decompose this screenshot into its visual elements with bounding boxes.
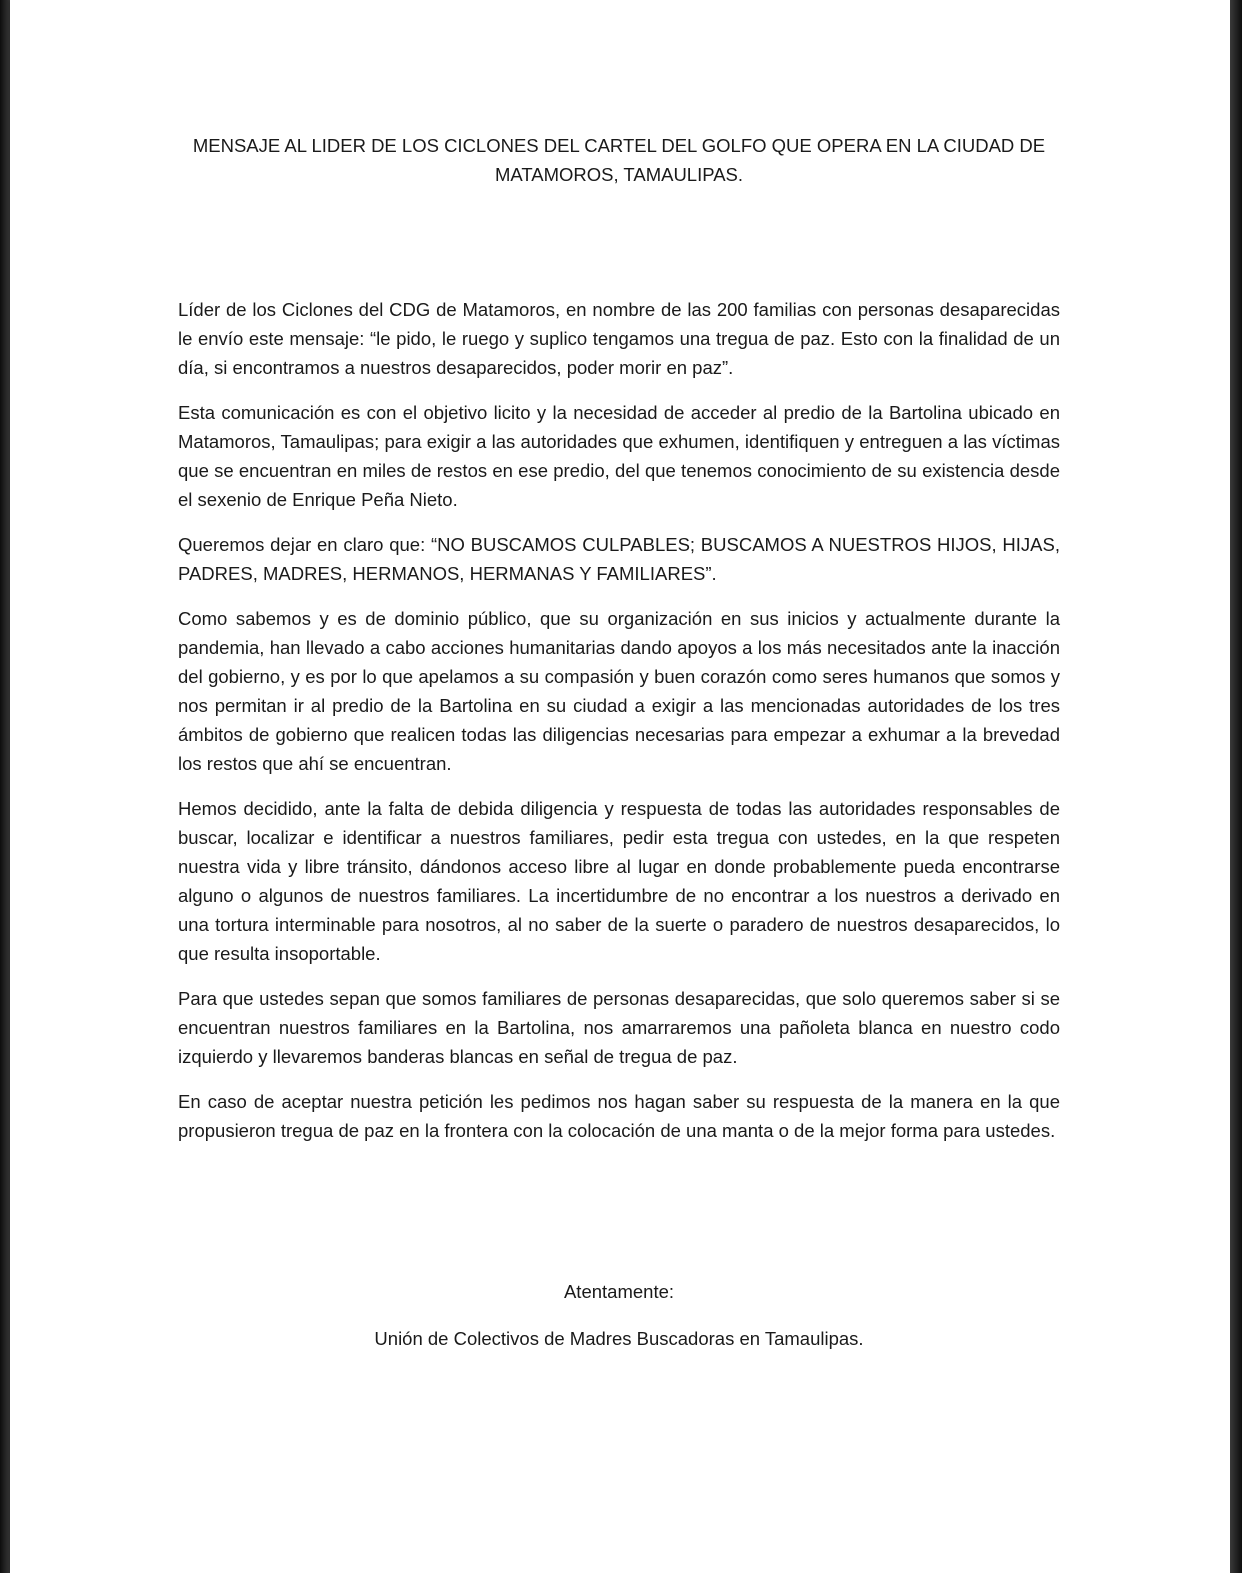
paragraph-3: Queremos dejar en claro que: “NO BUSCAMOS CULPABLES; BUSCAMOS A NUESTROS HIJOS, HIJAS, PADRES, MADRES, HERMANOS, HERMANAS Y FAMILIARES”. (178, 534, 1060, 584)
paragraph-2: Esta comunicación es con el objetivo licito y la necesidad de acceder al predio de la Bartolina ubicado en Matamoros, Tamaulipas; para exigir a las autoridades que exhumen, identifiquen y entreguen a las víctimas que se encuentran en miles de restos en ese predio, del que tenemos conocimiento de su existencia desde el sexenio de Enrique Peña Nieto. (178, 402, 1060, 510)
paragraph-5: Hemos decidido, ante la falta de debida diligencia y respuesta de todas las autoridades responsables de buscar, localizar e identificar a nuestros familiares, pedir esta tregua con ustedes, en la que respeten nuestra vida y libre tránsito, dándonos acceso libre al lugar en donde probablemente pueda encontrarse alguno o algunos de nuestros familiares. La incertidumbre de no encontrar a los nuestros a derivado en una tortura interminable para nosotros, al no saber de la suerte o paradero de nuestros desaparecidos, lo que resulta insoportable. (178, 798, 1060, 964)
document-body (178, 295, 1060, 1161)
closing-salutation: Atentamente: (563, 1281, 675, 1302)
paragraph-7: En caso de aceptar nuestra petición les pedimos nos hagan saber su respuesta de la manera en la que propusieron tregua de paz en la frontera con la colocación de una manta o de la mejor forma para ustedes. (178, 1091, 1060, 1141)
document-title (148, 131, 1090, 189)
document-page (10, 0, 1230, 1573)
scan-edge-left (0, 0, 10, 1573)
paragraph-6: Para que ustedes sepan que somos familiares de personas desaparecidas, que solo queremos saber si se encuentran nuestros familiares en la Bartolina, nos amarraremos una pañoleta blanca en nuestro codo izquierdo y llevaremos banderas blancas en señal de tregua de paz. (178, 988, 1060, 1067)
paragraph-1: Líder de los Ciclones del CDG de Matamoros, en nombre de las 200 familias con personas desaparecidas le envío este mensaje: “le pido, le ruego y suplico tengamos una tregua de paz. Esto con la finalidad de un día, si encontramos a nuestros desaparecidos, poder morir en paz”. (178, 299, 1060, 378)
title-line-1: MENSAJE AL LIDER DE LOS CICLONES DEL CARTEL DEL GOLFO QUE OPERA EN LA CIUDAD DE (192, 135, 1046, 156)
title-line-2: MATAMOROS, TAMAULIPAS. (494, 164, 744, 185)
paragraph-4: Como sabemos y es de dominio público, que su organización en sus inicios y actualmente durante la pandemia, han llevado a cabo acciones humanitarias dando apoyos a los más necesitados ante la inacción del gobierno, y es por lo que apelamos a su compasión y buen corazón como seres humanos que somos y nos permitan ir al predio de la Bartolina en su ciudad a exigir a las mencionadas autoridades de los tres ámbitos de gobierno que realicen todas las diligencias necesarias para empezar a exhumar a la brevedad los restos que ahí se encuentran. (178, 608, 1060, 774)
scan-edge-right (1230, 0, 1242, 1573)
signature-line: Unión de Colectivos de Madres Buscadoras en Tamaulipas. (374, 1328, 864, 1349)
